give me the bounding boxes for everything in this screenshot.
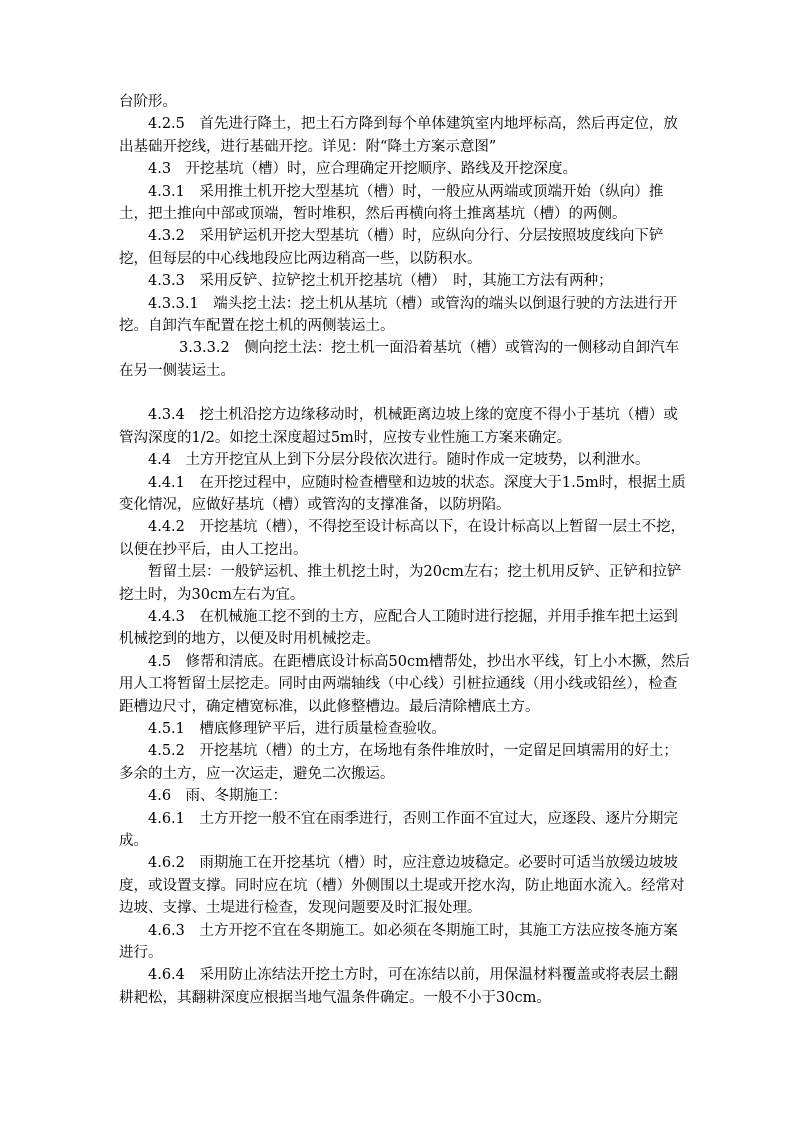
paragraph: 暂留土层：一般铲运机、推土机挖土时，为20cm左右；挖土机用反铲、正铲和拉铲挖土时，为30cm左右为宜。	[119, 564, 682, 603]
paragraph: 4.3 开挖基坑（槽）时，应合理确定开挖顺序、路线及开挖深度。	[148, 161, 578, 178]
paragraph: 4.5.2 开挖基坑（槽）的土方，在场地有条件堆放时，一定留足回填需用的好土；多余的土方，应一次运走，避免二次搬运。	[119, 743, 678, 782]
document-body	[119, 91, 691, 1009]
paragraph: 4.4.2 开挖基坑（槽），不得挖至设计标高以下，在设计标高以上暂留一层土不挖，以便在抄平后，由人工挖出。	[119, 519, 686, 558]
blank-line	[119, 382, 691, 404]
paragraph: 4.6.2 雨期施工在开挖基坑（槽）时，应注意边坡稳定。必要时可适当放缓边坡坡度，或设置支撑。同时应在坑（槽）外侧围以土堤或开挖水沟，防止地面水流入。经常对边坡、支撑、土堤进行检查，发现问题要及时汇报处理。	[119, 855, 685, 917]
paragraph: 台阶形。	[119, 94, 177, 110]
paragraph: 4.5 修帮和清底。在距槽底设计标高50cm槽帮处，抄出水平线，钉上小木撅，然后用人工将暂留土层挖走。同时由两端轴线（中心线）引桩拉通线（用小线或铅丝），检查距槽边尺寸，确定槽宽标准，以此修整槽边。最后清除槽底土方。	[119, 653, 690, 715]
paragraph: 4.5.1 槽底修理铲平后，进行质量检查验收。	[148, 720, 446, 737]
paragraph: 4.6.4 采用防止冻结法开挖土方时，可在冻结以前，用保温材料覆盖或将表层土翻耕耙松，其翻耕深度应根据当地气温条件确定。一般不小于30cm。	[119, 967, 678, 1006]
paragraph: 4.4.3 在机械施工挖不到的土方，应配合人工随时进行挖掘，并用手推车把土运到机械挖到的地方，以便及时用机械挖走。	[119, 608, 678, 648]
paragraph: 4.6.1 土方开挖一般不宜在雨季进行，否则工作面不宜过大，应逐段、逐片分期完成。	[119, 810, 678, 849]
paragraph: 4.3.4 挖土机沿挖方边缘移动时，机械距离边坡上缘的宽度不得小于基坑（槽）或管沟深度的1/2。如挖土深度超过5m时，应按专业性施工方案来确定。	[119, 407, 678, 446]
paragraph: 4.3.2 采用铲运机开挖大型基坑（槽）时，应纵向分行、分层按照坡度线向下铲挖，但每层的中心线地段应比两边稍高一些，以防积水。	[119, 228, 664, 267]
paragraph: 4.3.3 采用反铲、拉铲挖土机开挖基坑（槽） 时，其施工方法有两种；	[148, 273, 613, 290]
paragraph: 4.6 雨、冬期施工：	[148, 788, 288, 805]
paragraph: 3.3.3.2 侧向挖土法：挖土机一面沿着基坑（槽）或管沟的一侧移动自卸汽车在另一侧装运土。	[119, 340, 680, 379]
paragraph: 4.3.3.1 端头挖土法：挖土机从基坑（槽）或管沟的端头以倒退行驶的方法进行开挖。自卸汽车配置在挖土机的两侧装运土。	[119, 295, 678, 335]
paragraph: 4.4 土方开挖宜从上到下分层分段依次进行。随时作成一定坡势，以利泄水。	[148, 452, 650, 469]
paragraph: 4.6.3 土方开挖不宜在冬期施工。如必须在冬期施工时，其施工方法应按冬施方案进行。	[119, 922, 678, 962]
paragraph: 4.4.1 在开挖过程中，应随时检查槽壁和边坡的状态。深度大于1.5m时，根据土质变化情况，应做好基坑（槽）或管沟的支撑准备，以防坍陷。	[119, 474, 686, 513]
paragraph: 4.2.5 首先进行降土，把土石方降到每个单体建筑室内地坪标高，然后再定位，放出基础开挖线，进行基础开挖。详见：附“降土方案示意图”	[119, 116, 678, 155]
paragraph: 4.3.1 采用推土机开挖大型基坑（槽）时，一般应从两端或顶端开始（纵向）推土，把土推向中部或顶端，暂时堆积，然后再横向将土推离基坑（槽）的两侧。	[119, 183, 664, 223]
